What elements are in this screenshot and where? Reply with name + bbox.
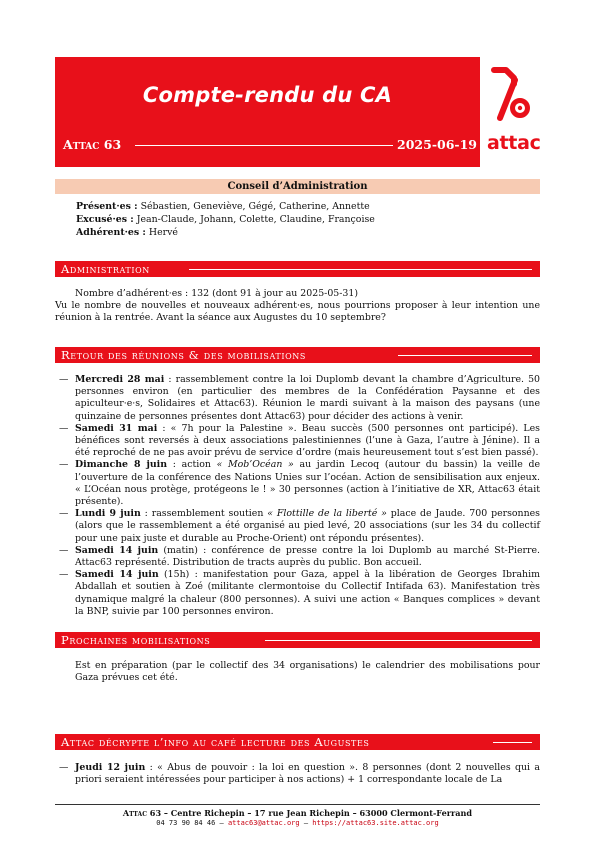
item-text: : rassemblement contre la loi Duplomb devant la chambre d’Agriculture. 50 personnes environ (en particulier des membres de la Confédération Paysanne et des apiculteur·e·s, Solidaires et Attac63). Réunion le mardi suivant à la maison des paysans (une quinzaine de personnes présentes dont Attac63) pour décider des actions à venir. xyxy=(75,374,540,422)
list-dash: — xyxy=(59,508,69,520)
excused-value: Jean-Claude, Johann, Colette, Claudine, Françoise xyxy=(136,214,375,225)
list-item xyxy=(55,545,540,569)
present-value: Sébastien, Geneviève, Gégé, Catherine, Annette xyxy=(140,201,370,212)
item-event-name: « Mob’Océan » xyxy=(216,459,294,471)
item-text: place de Jaude. 700 personnes (alors que le rassemblement a été organisé au pied levé, 20 associations (sur les 34 du collectif pour une paix juste et durable au Proche-Orient) ont répondu présentes). xyxy=(75,508,540,544)
organization-name: Attac 63 xyxy=(63,137,122,152)
section-header-upcoming xyxy=(55,632,540,648)
new-members-paragraph: Vu le nombre de nouvelles et nouveaux adhérent·es, nous pourrions proposer à leur intention une réunion à la rentrée. Avant la séance aux Augustes du 10 septembre? xyxy=(55,300,540,323)
footer-divider xyxy=(55,804,540,805)
list-dash: — xyxy=(59,569,69,581)
section-title: Administration xyxy=(61,262,150,276)
item-text: : « 7h pour la Palestine ». Beau succès (500 personnes ont participé). Les bénéfices sont reversés à deux associations palestiniennes (l’une à Gaza, l’autre à Jénine). Il a été reproché de ne pas avoir prévu de service d’ordre (mais heureusement tout s’est bien passé). xyxy=(75,422,540,459)
item-text: au jardin Lecoq (autour du bassin) la veille de l’ouverture de la conférence des Nations Unies sur l’océan. Action de sensibilisation aux enjeux. « L’Océan nous protège, protégeons le ! » 30 personnes (action à l’initiative de XR, Attac63 était présente). xyxy=(75,459,541,508)
present-label: Présent·es : xyxy=(76,201,138,212)
footer-separator: – xyxy=(299,819,313,827)
footer-separator: – xyxy=(215,819,228,827)
document-date: 2025-06-19 xyxy=(397,137,477,152)
administration-body xyxy=(55,288,540,324)
footer-address: – Centre Richepin – 17 rue Jean Richepin – 63000 Clermont-Ferrand xyxy=(161,808,473,818)
members-label: Adhérent·es : xyxy=(76,227,146,238)
members-value: Hervé xyxy=(148,227,178,238)
cafe-list xyxy=(55,762,540,786)
excused-label: Excusé·es : xyxy=(76,214,134,225)
list-item xyxy=(55,762,540,786)
list-item xyxy=(55,508,540,545)
meetings-list xyxy=(55,374,540,618)
item-date: Dimanche 8 juin xyxy=(75,459,168,471)
footer-website-link[interactable]: https://attac63.site.attac.org xyxy=(312,819,439,827)
footer-address-line xyxy=(55,808,540,818)
item-date: Samedi 14 juin xyxy=(75,569,159,581)
list-item xyxy=(55,459,540,508)
document-title: Compte-rendu du CA xyxy=(142,83,393,107)
item-date: Mercredi 28 mai xyxy=(75,374,165,385)
item-date: Lundi 9 juin xyxy=(75,508,141,520)
list-dash: — xyxy=(59,459,69,471)
list-dash: — xyxy=(59,544,69,556)
banner-divider xyxy=(135,145,393,146)
list-item xyxy=(55,569,540,618)
item-text: (matin) : conférence de presse contre la loi Duplomb au marché St-Pierre. Attac63 représenté. Distribution de tracts auprès du public. Bon accueil. xyxy=(75,544,540,569)
list-item xyxy=(55,374,540,423)
item-text: : « Abus de pouvoir : la loi en question ». 8 personnes (dont 2 nouvelles qui a priori seraient intéressées pour participer à nos actions) + 1 correspondante locale de La xyxy=(75,762,540,786)
list-dash: — xyxy=(59,374,69,385)
section-rule xyxy=(493,742,532,743)
header-banner xyxy=(55,57,480,167)
upcoming-paragraph: Est en préparation (par le collectif des 34 organisations) le calendrier des mobilisations pour Gaza prévues cet été. xyxy=(75,660,540,683)
attendance-members xyxy=(76,227,178,239)
item-text-pre: : rassemblement soutien xyxy=(140,508,268,520)
board-meeting-heading: Conseil d’Administration xyxy=(55,179,540,194)
item-text-pre: : action xyxy=(167,459,217,471)
footer-contact-line xyxy=(55,819,540,827)
upcoming-body xyxy=(55,660,540,684)
section-header-administration xyxy=(55,261,540,277)
list-dash: — xyxy=(59,762,69,773)
list-dash: — xyxy=(59,422,69,434)
item-date: Samedi 14 juin xyxy=(75,544,159,556)
item-date: Jeudi 12 juin xyxy=(75,762,146,773)
section-title: Prochaines mobilisations xyxy=(61,633,211,647)
footer-email-link[interactable]: attac63@attac.org xyxy=(227,819,300,827)
attendance-present xyxy=(76,201,370,213)
attendance-excused xyxy=(76,214,375,226)
footer-org: Attac 63 xyxy=(122,808,162,818)
section-header-meetings xyxy=(55,347,540,363)
section-title: Attac décrypte l’info au café lecture des Augustes xyxy=(61,735,370,749)
item-date: Samedi 31 mai xyxy=(75,422,158,434)
member-count-line: Nombre d’adhérent·es : 132 (dont 91 à jour au 2025-05-31) xyxy=(75,288,359,299)
item-text: (15h) : manifestation pour Gaza, appel à la libération de Georges Ibrahim Abdallah et soutien à Zoé (militante clermontoise du Collectif Intifada 63). Manifestation très dynamique malgré la chaleur (800 personnes). A suivi une action « Banques complices » devant la BNP, suivie par 100 personnes environ. xyxy=(75,569,540,617)
section-header-cafe xyxy=(55,734,540,750)
item-event-name: « Flottille de la liberté » xyxy=(267,508,387,520)
section-rule xyxy=(398,355,532,356)
section-title: Retour des réunions & des mobilisations xyxy=(61,348,306,362)
section-rule xyxy=(189,269,532,270)
section-rule xyxy=(265,640,532,641)
list-item xyxy=(55,423,540,460)
attac-logo-text: attac xyxy=(487,132,541,154)
footer-phone: 04 73 90 84 46 xyxy=(156,819,216,827)
